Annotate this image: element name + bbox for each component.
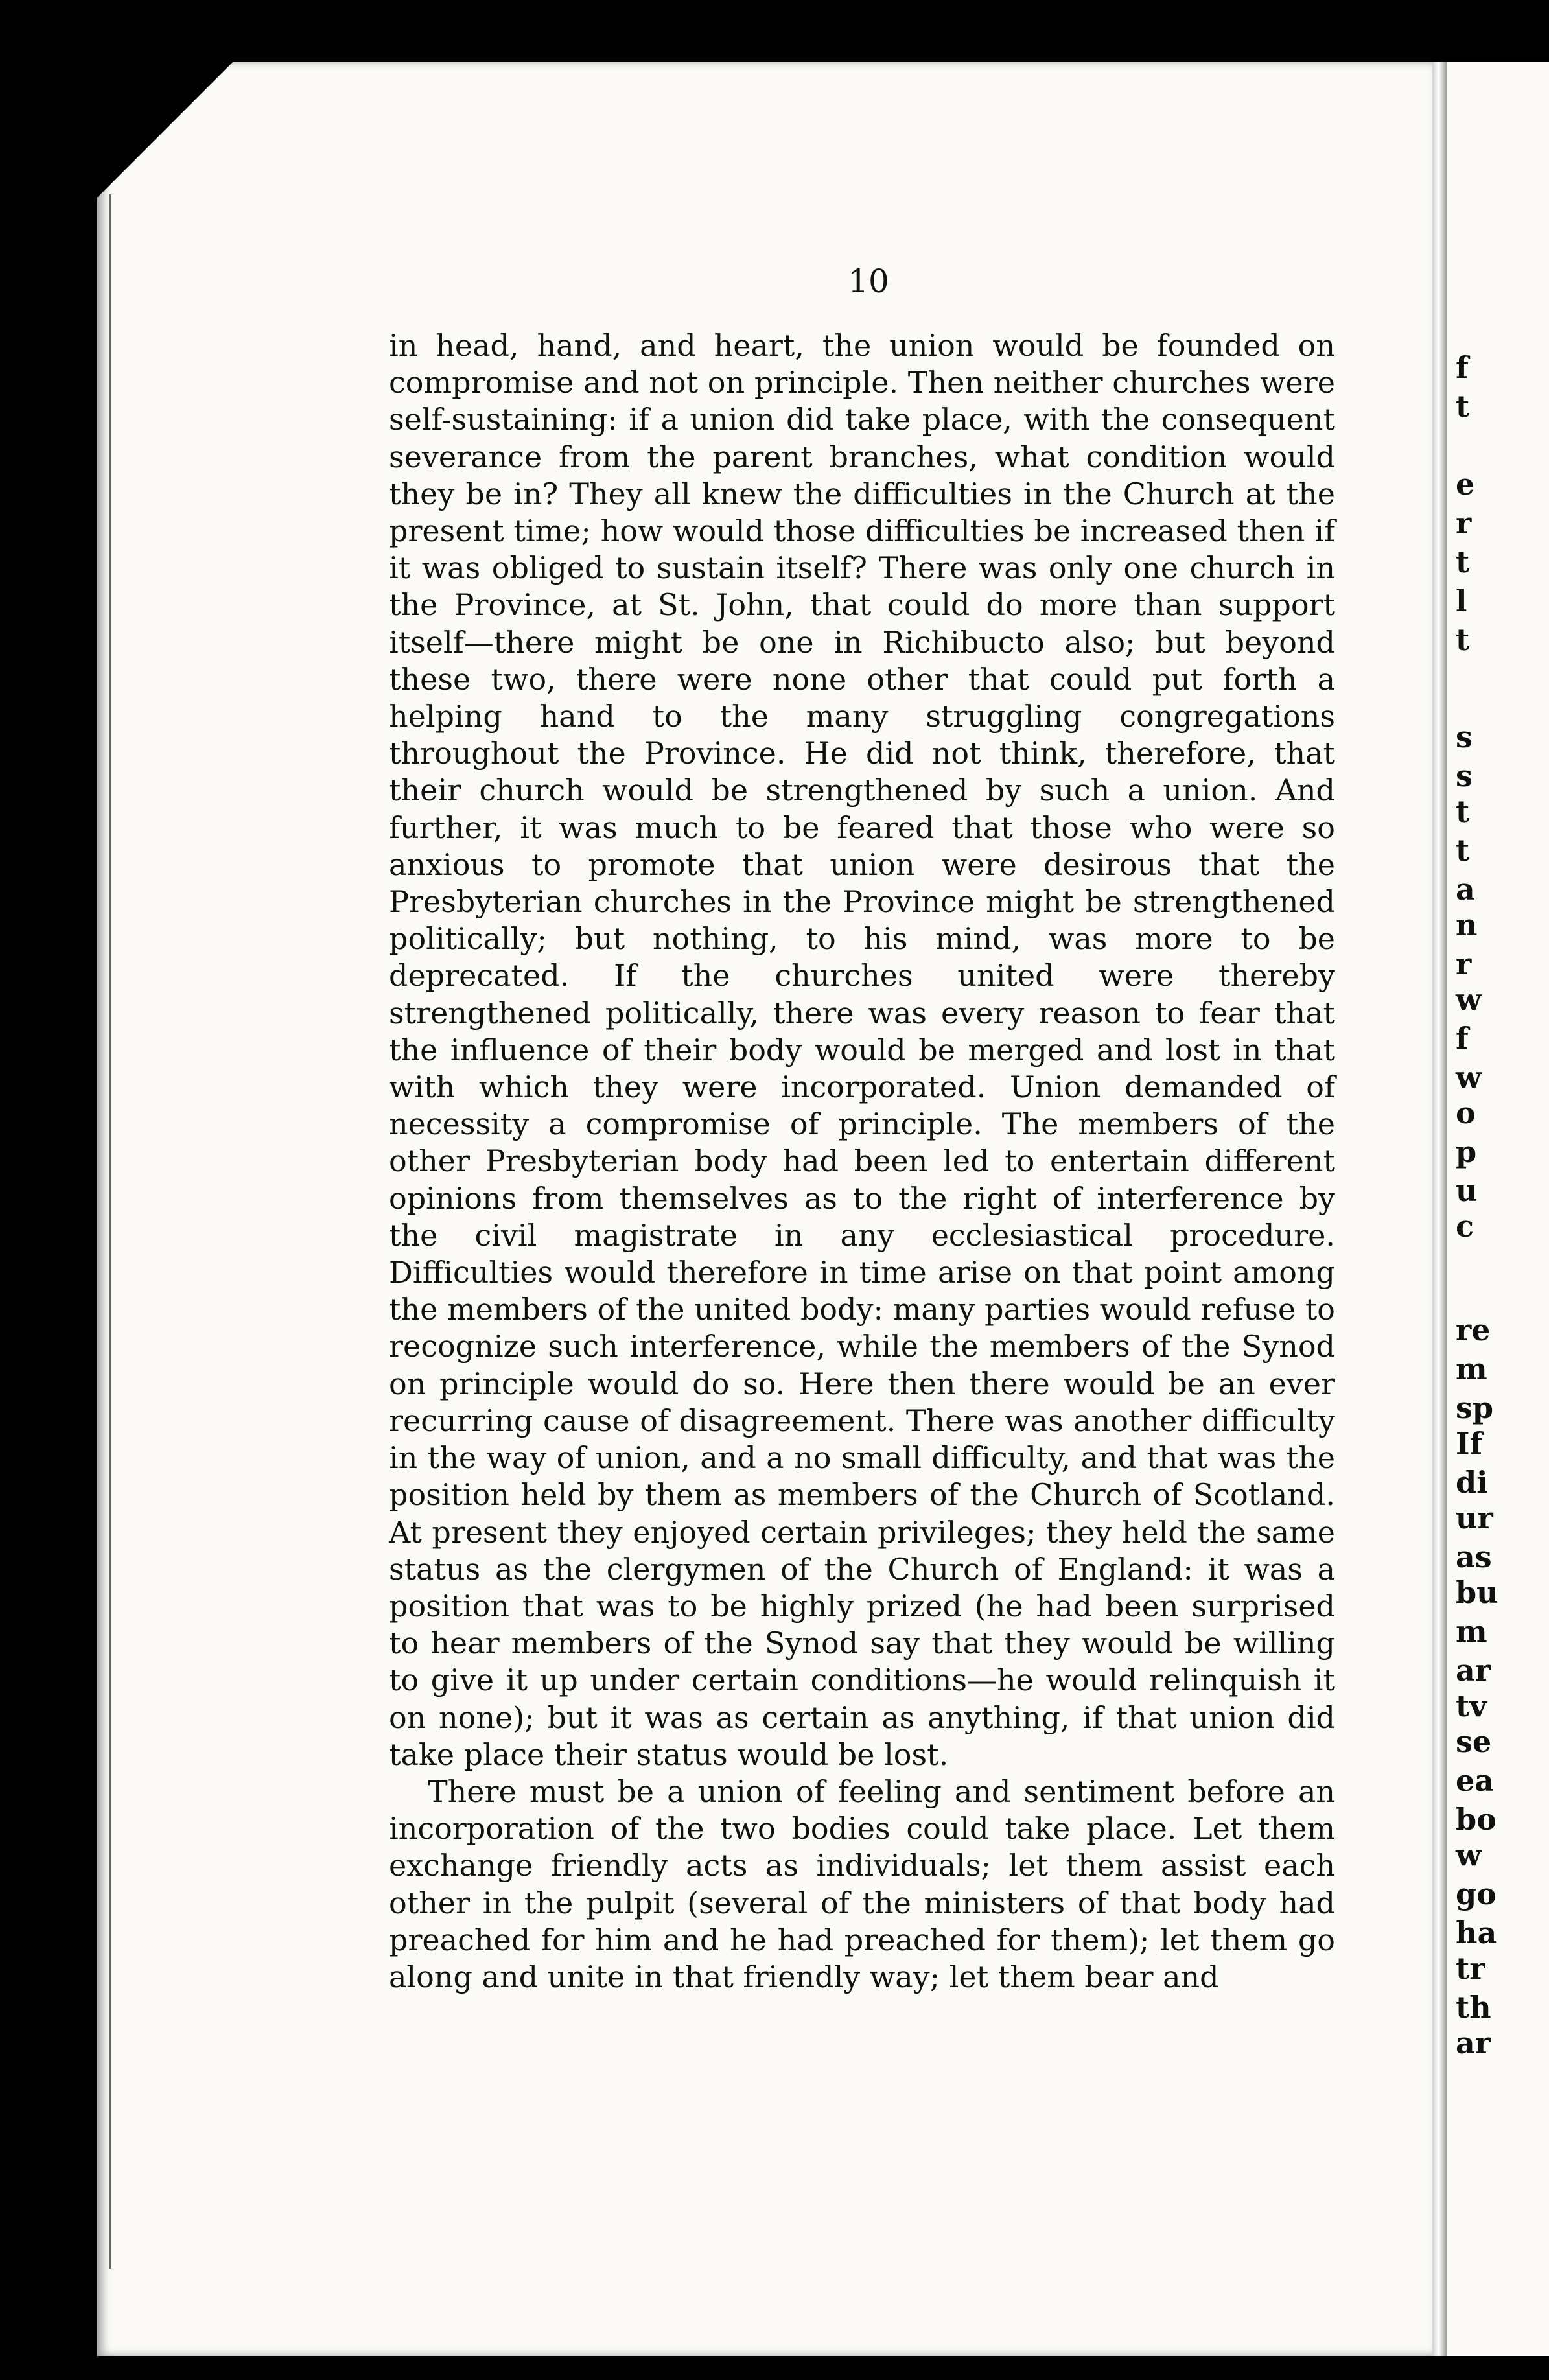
fragment-text: as xyxy=(1456,1539,1492,1574)
fragment-text: n xyxy=(1456,907,1478,942)
fragment-text: p xyxy=(1456,1134,1477,1169)
fragment-text: c xyxy=(1456,1209,1474,1244)
fragment-text: t xyxy=(1456,622,1470,657)
fragment-text: bu xyxy=(1456,1575,1498,1610)
fragment-text: s xyxy=(1456,719,1473,754)
fragment-text: t xyxy=(1456,794,1470,829)
fragment-text: th xyxy=(1456,1990,1491,2025)
fragment-text: l xyxy=(1456,583,1467,618)
fragment-text: r xyxy=(1456,946,1472,981)
fragment-text: di xyxy=(1456,1465,1488,1500)
page-number: 10 xyxy=(848,262,889,300)
fragment-text: go xyxy=(1456,1876,1497,1911)
adjacent-page-fragment xyxy=(1447,62,1549,2356)
fragment-text: tv xyxy=(1456,1688,1487,1723)
fragment-text: r xyxy=(1456,506,1472,541)
fragment-text: t xyxy=(1456,833,1470,868)
fragment-text: se xyxy=(1456,1724,1492,1759)
fragment-text: t xyxy=(1456,544,1470,579)
fragment-text: ur xyxy=(1456,1500,1493,1535)
page-edge-line xyxy=(109,194,111,2269)
fragment-text: e xyxy=(1456,467,1475,502)
fragment-text: w xyxy=(1456,1060,1482,1095)
fragment-text: a xyxy=(1456,872,1475,907)
fragment-text: w xyxy=(1456,982,1482,1017)
fragment-text: ea xyxy=(1456,1763,1495,1798)
fragment-text: f xyxy=(1456,1021,1469,1056)
fragment-text: ar xyxy=(1456,2025,1491,2060)
fragment-text: w xyxy=(1456,1838,1482,1872)
fragment-text: m xyxy=(1456,1351,1487,1386)
fragment-text: m xyxy=(1456,1614,1487,1649)
fragment-text: ar xyxy=(1456,1653,1491,1688)
fragment-text: t xyxy=(1456,389,1470,424)
fragment-text: ha xyxy=(1456,1915,1497,1950)
fragment-text: o xyxy=(1456,1095,1476,1130)
paragraph-2: There must be a union of feeling and sentiment before an incorporation of the two bodies could take place. Let them exchange friendly acts as individuals; let them assist each other in the pulpit (several of the ministers of that body had preached for him and he had preached for them); let them go along and unite in that friendly way; let them bear and xyxy=(389,1773,1335,1994)
book-spine xyxy=(1432,62,1447,2356)
paragraph-1: in head, hand, and heart, the union would be founded on compromise and not on principle. Then neither churches were self-sustaining: if a union did take place, with the consequent severance from the parent branches, what condition would they be in? They all knew the difficulties in the Church at the present time; how would those difficulties be increased then if it was obliged to sustain itself? There was only one church in the Province, at St. John, that could do more than support itself—there might be one in Richibucto also; but beyond these two, there were none other that could put forth a helping hand to the many struggling congregations throughout the Province. He did not think, therefore, that their church would be strengthened by such a union. And further, it was much to be feared that those who were so anxious to promote that union were desirous that the Presbyterian churches in the Province might be strengthened politically; but nothing, to his mind, was more to be deprecated. If the churches united were thereby strengthened politically, there was every reason to fear that the influence of their body would be merged and lost in that with which they were incorporated. Union demanded of necessity a compromise of principle. The members of the other Presbyterian body had been led to entertain different opinions from themselves as to the right of interference by the civil magistrate in any ecclesiastical procedure. Difficulties would therefore in time arise on that point among the members of the united body: many parties would refuse to recognize such interference, while the members of the Synod on principle would do so. Here then there would be an ever recurring cause of disagreement. There was another difficulty in the way of union, and a no small difficulty, and that was the position held by them as members of the Church of Scotland. At present they enjoyed certain privileges; they held the same status as the clergymen of the Church of England: it was a position that was to be highly prized (he had been surprised to hear members of the Synod say that they would be willing to give it up under certain conditions—he would relinquish it on none); but it was as certain as anything, if that union did take place their status would be lost. xyxy=(389,328,1335,1772)
fragment-text: bo xyxy=(1456,1802,1497,1837)
fragment-text: re xyxy=(1456,1312,1491,1348)
fragment-text: f xyxy=(1456,350,1469,385)
fragment-text: If xyxy=(1456,1426,1483,1461)
fragment-text: tr xyxy=(1456,1951,1485,1986)
body-text xyxy=(389,327,1335,1996)
folded-corner xyxy=(97,62,233,198)
fragment-text: sp xyxy=(1456,1390,1494,1425)
fragment-text: s xyxy=(1456,758,1473,793)
fragment-text: u xyxy=(1456,1173,1478,1208)
